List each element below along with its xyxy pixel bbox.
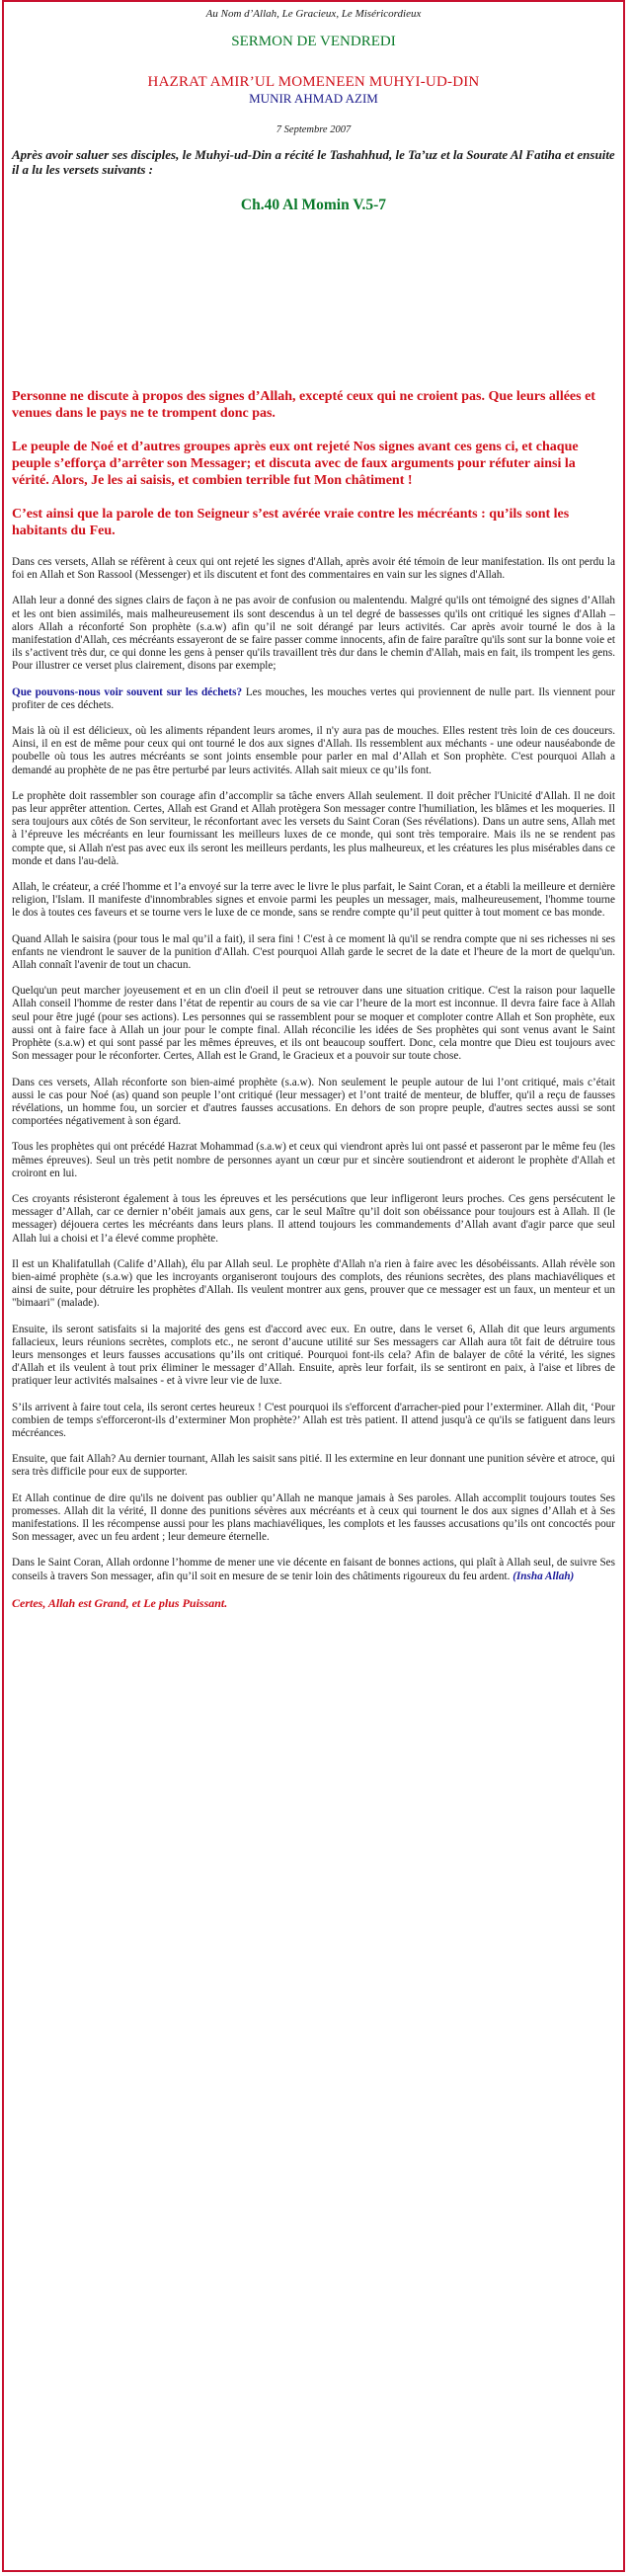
body-paragraph-15: Ensuite, que fait Allah? Au dernier tournant, Allah les saisit sans pitié. Il les extermine en leur donnant une punition sévère et atroce, qui sera très difficile pour eux de supporter. bbox=[12, 1453, 615, 1479]
verse-3: C’est ainsi que la parole de ton Seigneur s’est avérée vraie contre les mécréants : qu’ils sont les habitants du Feu. bbox=[12, 507, 570, 538]
chapter-reference: Ch.40 Al Momin V.5-7 bbox=[240, 197, 387, 213]
closing-line: Certes, Allah est Grand, et Le plus Puissant. bbox=[12, 1595, 228, 1610]
speaker-title: HAZRAT AMIR’UL MOMENEEN MUHYI-UD-DIN bbox=[147, 74, 480, 90]
paragraph-3-rest: Les mouches, les mouches vertes qui proviennent de nulle part. Ils viennent pour profiter de ces déchets. bbox=[12, 685, 615, 711]
speaker-name: MUNIR AHMAD AZIM bbox=[249, 91, 378, 106]
document-content bbox=[4, 2, 623, 1611]
insha-allah: (Insha Allah) bbox=[513, 1570, 575, 1582]
invocation-line: Au Nom d’Allah, Le Gracieux, Le Miséricordieux bbox=[205, 8, 422, 20]
body-paragraph-10: Tous les prophètes qui ont précédé Hazrat Mohammad (s.a.w) et ceux qui viendront après lui ont passé et passeront par le même feu (les mêmes épreuves). Seul un très petit nombre de personnes ayant un cœur pur et sincère soutiendront et aideront le prophète d'Allah et croiront en lui. bbox=[12, 1141, 615, 1179]
body-paragraph-9: Dans ces versets, Allah réconforte son bien-aimé prophète (s.a.w). Non seulement le peuple autour de lui l’ont critiqué, mais c’était aussi le cas pour Noé (as) quand son peuple l’ont critiqué (leur messager) et l’ont traité de menteur, de bluffer, qu'il a reçu de fausses révélations, un homme fou, un sorcier et d'autres fausses accusations. En dehors de son propre peuple, d'autres sectes aussi se sont comportées négativement à son égard. bbox=[12, 1076, 615, 1128]
sermon-title: SERMON DE VENDREDI bbox=[231, 34, 396, 49]
body-paragraph-11: Ces croyants résisteront également à tous les épreuves et les persécutions que leur infligeront leurs proches. Ces gens persécutent le messager d’Allah, car ce dernier n’obéit jamais aux gens, car le seul Maître qu’il doit son obéissance pour toujours est à Allah. Il (le messager) déjouera certes les mécréants dans leurs plans. Il attend toujours les commandements d’Allah avant d'agir parce que seul Allah lui a choisi et l’a élevé comme prophète. bbox=[12, 1192, 615, 1245]
document-page bbox=[2, 0, 625, 2572]
verse-1: Personne ne discute à propos des signes d’Allah, excepté ceux qui ne croient pas. Que leurs allées et venues dans le pays ne te trompent donc pas. bbox=[12, 389, 595, 421]
body-paragraph-2: Allah leur a donné des signes clairs de façon à ne pas avoir de confusion ou malentendu. Malgré qu'ils ont témoigné des signes d’Allah et les ont bien assimilés, mais malheureusement ils sont descendus à un tel degré de bassesses qu'ils ont critiqué les signes d'Allah – alors Allah a réconforté Son prophète (s.a.w) afin qu’il ne soit dérangé par leurs activités. Car après avoir tourné le dos à la manifestation d'Allah, ces mécréants essayeront de se faire passer comme innocents, afin de faire paraître qu'ils sont sur la bonne voie et ils s’activent très dur, ce qui donne les gens à penser qu'ils travaillent très dur dans le chemin d'Allah, mais en fait, ils trompent les gens. Pour illustrer ce verset plus clairement, disons par exemple; bbox=[12, 595, 615, 673]
body-paragraph-6: Allah, le créateur, a créé l'homme et l’a envoyé sur la terre avec le livre le plus parfait, le Saint Coran, et a établi la meilleure et dernière religion, l'Islam. Il manifeste d'innombrables signes et envoie parmi les peuples un messager, mais, malheureusement, l'homme tourne le dos à toutes ces faveurs et se tourne vers le luxe de ce monde, sans se rendre compte qu’il peut quitter à tout moment ce bas monde. bbox=[12, 881, 615, 920]
question-highlight: Que pouvons-nous voir souvent sur les déchets? bbox=[12, 685, 243, 698]
body-paragraph-13: Ensuite, ils seront satisfaits si la majorité des gens est d'accord avec eux. En outre, dans le verset 6, Allah dit que leurs arguments fallacieux, leurs réunions secrètes, complots etc., ne seront d’aucune utilité sur Ses messagers car Allah aura tôt fait de détruire tous leurs mensonges et leurs fausses accusations qu’ils ont critiqué. Pourquoi font-ils cela? Afin de balayer de côté la vérité, les signes d'Allah et ils veulent à tout prix éliminer le messager d’Allah. Ensuite, après leur forfait, ils se sentiront en paix, à l'aise et libres de pratiquer leur activités malsaines - et à vivre leur vie de luxe. bbox=[12, 1323, 615, 1388]
paragraph-17-text: Dans le Saint Coran, Allah ordonne l’homme de mener une vie décente en faisant de bonnes actions, qui plaît à Allah seul, de suivre Ses conseils à travers Son messager, afin qu’il soit en mesure de se tenir loin des châtiments rigoureux du feu ardent. bbox=[12, 1557, 615, 1582]
body-paragraph-8: Quelqu'un peut marcher joyeusement et en un clin d'oeil il peut se retrouver dans une situation critique. C'est la raison pour laquelle Allah conseil l'homme de rester dans l’état de repentir au cours de sa vie car l’heure de la mort est inconnue. Il devra faire face à Allah seul pour être jugé (pour ses actions). Les personnes qui se rassemblent pour se moquer et comploter contre Allah et Son prophète, eux aussi ont à faire face à Allah un jour pour le compte final. Allah réconcilie les idées de Ses prophètes qui sont venus avant le Saint Prophète (s.a.w) et qui sont passé par les mêmes épreuves, et ils ont beaucoup souffert. Donc, cela montre que Dieu est toujours avec Son messager pour le réconforter. Certes, Allah est le Grand, le Gracieux et a pouvoir sur toute chose. bbox=[12, 985, 615, 1063]
body-paragraph-7: Quand Allah le saisira (pour tous le mal qu’il a fait), il sera fini ! C'est à ce moment là qu'il se rendra compte que ni ses richesses ni ses enfants ne viendront le sauver de la punition d'Allah. C'est pourquoi Allah garde le secret de la date et l'heure de la mort de quelqu'un. Allah connaît l'avenir de tout un chacun. bbox=[12, 932, 615, 972]
intro-paragraph: Après avoir saluer ses disciples, le Muhyi-ud-Din a récité le Tashahhud, le Ta’uz et la Sourate Al Fatiha et ensuite il a lu les versets suivants : bbox=[12, 147, 615, 177]
body-paragraph-3 bbox=[12, 686, 615, 712]
body-paragraph-12: Il est un Khalifatullah (Calife d’Allah), élu par Allah seul. Le prophète d'Allah n'a rien à faire avec les désobéissants. Allah révèle son bien-aimé prophète (s.a.w) que les incroyants organiseront toujours des complots, des réunions secrètes, des plans machiavéliques et ainsi de suite, pour détruire les prophètes d'Allah. Ils veulent montrer aux gens, prouver que ce messager est un faux, un menteur et un "bimaari" (malade). bbox=[12, 1257, 615, 1310]
body-paragraph-1: Dans ces versets, Allah se réfèrent à ceux qui ont rejeté les signes d'Allah, après avoir été témoin de leur manifestation. Ils ont perdu la foi en Allah et Son Rassool (Messenger) et ils discutent et font des commentaires en vain sur les signes d'Allah. bbox=[12, 556, 615, 582]
body-paragraph-14: S’ils arrivent à faire tout cela, ils seront certes heureux ! C'est pourquoi ils s'efforcent d'arracher-pied pour l’exterminer. Allah dit, ‘Pour combien de temps s'efforceront-ils d’exterminer Mon prophète?’ Allah est très patient. Il attend jusqu'à ce qu'ils se fatiguent dans leurs mécréances. bbox=[12, 1401, 615, 1439]
verse-2: Le peuple de Noé et d’autres groupes après eux ont rejeté Nos signes avant ces gens ci, et chaque peuple s’efforça d’arrêter son Messager; et discuta avec de faux arguments pour réfuter ainsi la vérité. Alors, Je les ai saisis, et combien terrible fut Mon châtiment ! bbox=[12, 440, 579, 488]
sermon-date: 7 Septembre 2007 bbox=[276, 124, 352, 135]
body-paragraph-17 bbox=[12, 1557, 615, 1582]
body-paragraph-16: Et Allah continue de dire qu'ils ne doivent pas oublier qu’Allah ne manque jamais à Ses paroles. Allah accomplit toujours toutes Ses promesses. Allah dit la vérité, Il donne des punitions sévères aux mécréants et à ceux qui tournent le dos aux signes d’Allah et à Ses manifestations. Il les récompense aussi pour les plans machiavéliques, les complots et les fausses accusations qu’ils ont concoctés pour Son messager, avec un feu ardent ; leur demeure éternelle. bbox=[12, 1491, 615, 1544]
body-paragraph-4: Mais là où il est délicieux, où les aliments répandent leurs aromes, il n'y aura pas de mouches. Elles restent très loin de ces douceurs. Ainsi, il en est de même pour ceux qui ont tourné le dos aux signes d'Allah. Ils ressemblent aux méchants - une odeur nauséabonde de poubelle où tous les autres mécréants se sont joints ensemble pour parler en mal d’Allah et Son prophète. C'est pourquoi Allah a demandé au prophète de ne pas être perturbé par leurs activités. Allah sait mieux ce qu’ils font. bbox=[12, 725, 615, 776]
body-paragraph-5: Le prophète doit rassembler son courage afin d’accomplir sa tâche envers Allah seulement. Il doit prêcher l'Unicité d'Allah. Il ne doit pas leur apprêter attention. Certes, Allah est Grand et Allah protègera Son messager contre l'humiliation, les blâmes et les moqueries. Il sera toujours aux côtés de Son serviteur, le réconfortant avec les versets du Saint Coran (Ses révélations). Dans un autre sens, Allah met à l’épreuve les mécréants en leur fournissant les meilleurs luxes de ce monde, qui sont très temporaire. Mais ils ne se rendent pas compte que, si Allah n'est pas avec eux ils seront les meilleurs perdants, les plus malheureux, et les créatures les plus misérables dans ce monde et dans l'au-delà. bbox=[12, 789, 615, 867]
